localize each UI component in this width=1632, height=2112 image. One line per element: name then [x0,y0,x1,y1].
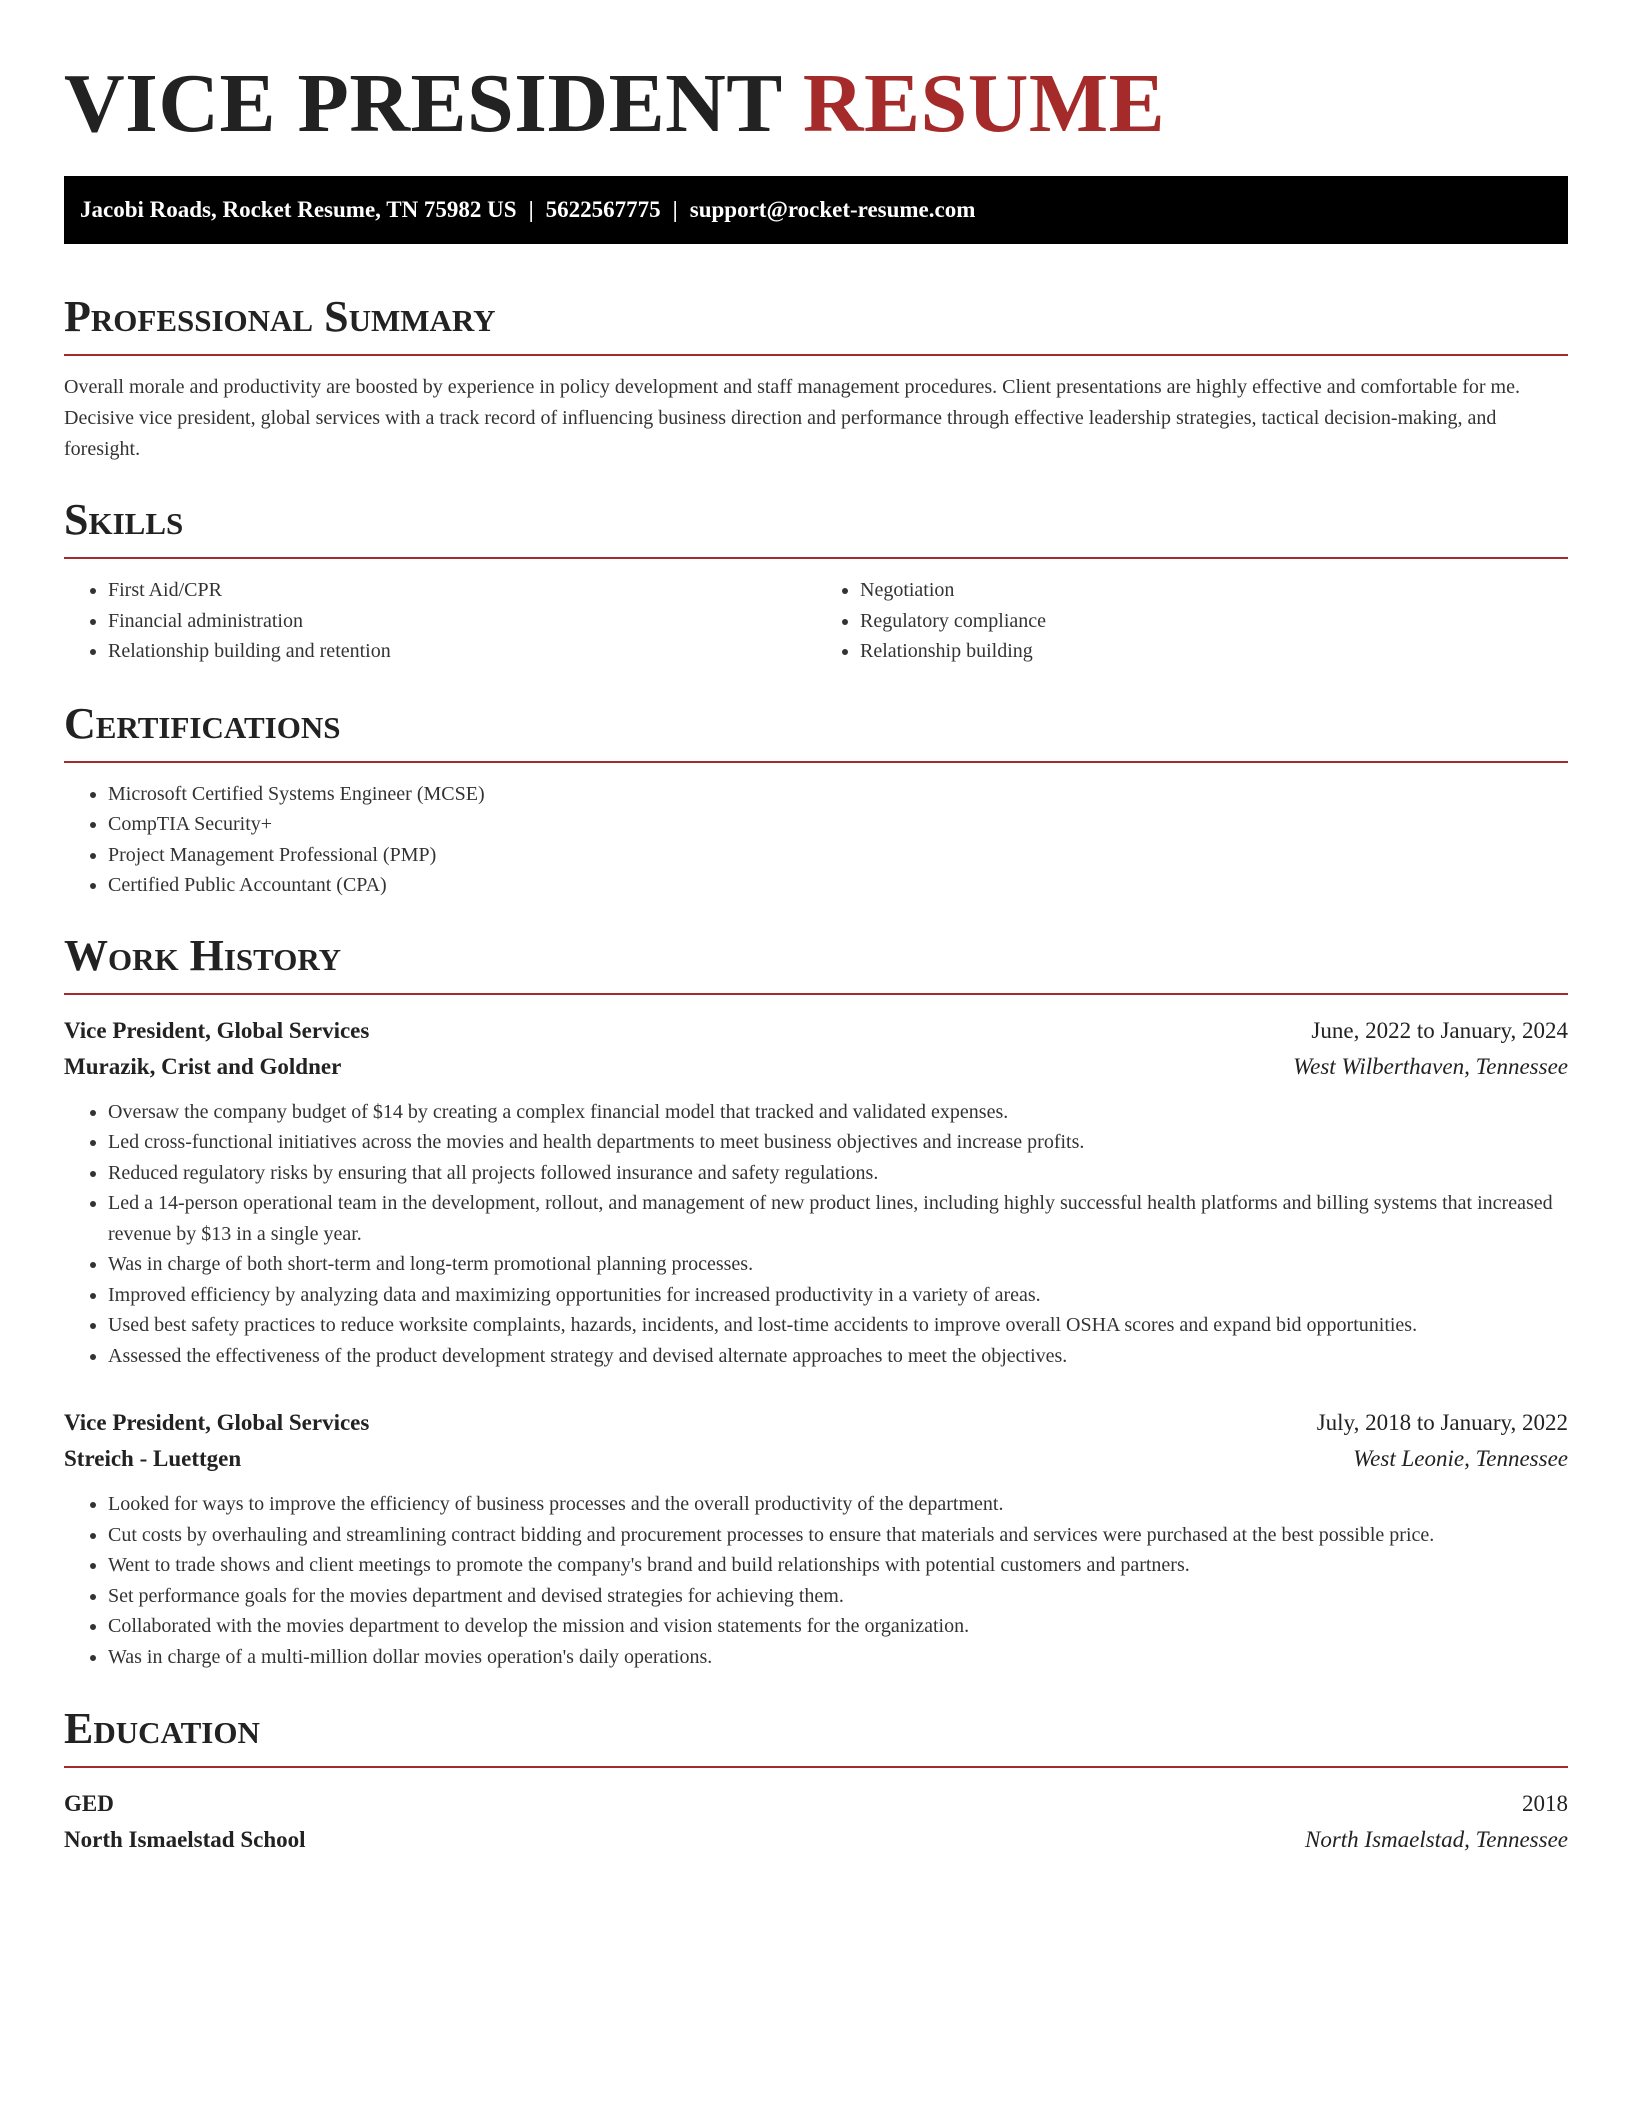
section-title-summary: Professional Summary [64,292,496,341]
job-bullet: • Led a 14-person operational team in the development, rollout, and management of new product lines, including highly successful health platforms and billing systems that increased revenue by $13 in a single year. [108,1188,1568,1249]
job-bullet: • Cut costs by overhauling and streamlining contract bidding and procurement processes to ensure that materials and services were purchased at the best possible price. [108,1520,1568,1551]
section-divider [64,1766,1568,1768]
job-company-row [64,1441,1568,1477]
section-title-certifications: Certifications [64,698,341,748]
section-title-work-history: Work History [64,930,342,980]
education-header-row [64,1786,1568,1822]
job-bullet: • Led cross-functional initiatives across the movies and health departments to meet business objectives and increase profits. [108,1127,1568,1158]
contact-phone[interactable]: 5622567775 [545,197,661,222]
job-company: Murazik, Crist and Goldner [64,1053,342,1079]
section-divider [64,354,1568,356]
job-location: West Leonie, Tennessee [1353,1446,1568,1471]
skill-item: • Negotiation [860,575,1568,606]
certification-item: • Project Management Professional (PMP) [108,840,1568,871]
job-bullet: • Collaborated with the movies department to develop the mission and vision statements for the organization. [108,1611,1568,1642]
title-main: VICE PRESIDENT [64,57,782,150]
job-bullet: • Looked for ways to improve the efficiency of business processes and the overall productivity of the department. [108,1489,1568,1520]
education-school: North Ismaelstad School [64,1827,306,1852]
certification-item: • Certified Public Accountant (CPA) [108,870,1568,901]
section-divider [64,993,1568,995]
skill-item: • Financial administration [108,606,816,637]
job-bullet: • Went to trade shows and client meetings to promote the company's brand and build relationships with potential customers and partners. [108,1550,1568,1581]
contact-bar [64,176,1568,244]
job-entry [64,1405,1568,1672]
job-header-row [64,1013,1568,1049]
job-dates: July, 2018 to January, 2022 [1316,1410,1568,1435]
skill-item: • Regulatory compliance [860,606,1568,637]
job-bullet: • Improved efficiency by analyzing data and maximizing opportunities for increased productivity in a variety of areas. [108,1280,1568,1311]
job-bullet: • Was in charge of both short-term and long-term promotional planning processes. [108,1249,1568,1280]
job-bullets [64,1489,1568,1672]
job-bullet: • Set performance goals for the movies department and devised strategies for achieving them. [108,1581,1568,1612]
certifications-list [64,779,1568,901]
education-school-row [64,1822,1568,1858]
section-title-education: Education [64,1704,260,1753]
certification-item: • CompTIA Security+ [108,809,1568,840]
title-accent: RESUME [802,57,1166,150]
job-title: Vice President, Global Services [64,1017,370,1043]
education-year: 2018 [1522,1791,1568,1816]
contact-email[interactable]: support@rocket-resume.com [689,197,976,222]
skills-list-right [816,575,1568,667]
job-bullet: • Assessed the effectiveness of the product development strategy and devised alternate approaches to meet the objectives. [108,1341,1568,1372]
contact-address: Jacobi Roads, Rocket Resume, TN 75982 US [80,197,517,222]
skill-item: • First Aid/CPR [108,575,816,606]
job-title: Vice President, Global Services [64,1410,370,1435]
skills-list-left [64,575,816,667]
resume-page [64,0,1568,1858]
education-entry [64,1786,1568,1858]
job-header-row [64,1405,1568,1441]
job-bullet: • Oversaw the company budget of $14 by creating a complex financial model that tracked and validated expenses. [108,1097,1568,1128]
job-bullet: • Reduced regulatory risks by ensuring that all projects followed insurance and safety regulations. [108,1158,1568,1189]
skill-item: • Relationship building [860,636,1568,667]
section-title-skills: Skills [64,495,184,544]
job-location: West Wilberthaven, Tennessee [1293,1053,1568,1079]
job-company-row [64,1049,1568,1085]
skill-item: • Relationship building and retention [108,636,816,667]
contact-separator: | [672,197,678,222]
job-bullet: • Was in charge of a multi-million dollar movies operation's daily operations. [108,1642,1568,1673]
job-dates: June, 2022 to January, 2024 [1311,1017,1568,1043]
section-divider [64,761,1568,763]
education-location: North Ismaelstad, Tennessee [1304,1827,1568,1852]
education-degree: GED [64,1791,114,1816]
certification-item: • Microsoft Certified Systems Engineer (MCSE) [108,779,1568,810]
job-bullets [64,1097,1568,1372]
job-bullet: • Used best safety practices to reduce worksite complaints, hazards, incidents, and lost-time accidents to improve overall OSHA scores and expand bid opportunities. [108,1310,1568,1341]
job-entry [64,1013,1568,1372]
resume-title [64,56,1568,152]
section-divider [64,557,1568,559]
summary-text: Overall morale and productivity are boosted by experience in policy development and staff management procedures. Client presentations are highly effective and comfortable for me. Decisive vice president, global services with a track record of influencing business direction and performance through effective leadership strategies, tactical decision-making, and foresight. [64,376,1520,460]
job-company: Streich - Luettgen [64,1446,242,1471]
skills-grid [64,575,1568,667]
contact-separator: | [528,197,534,222]
